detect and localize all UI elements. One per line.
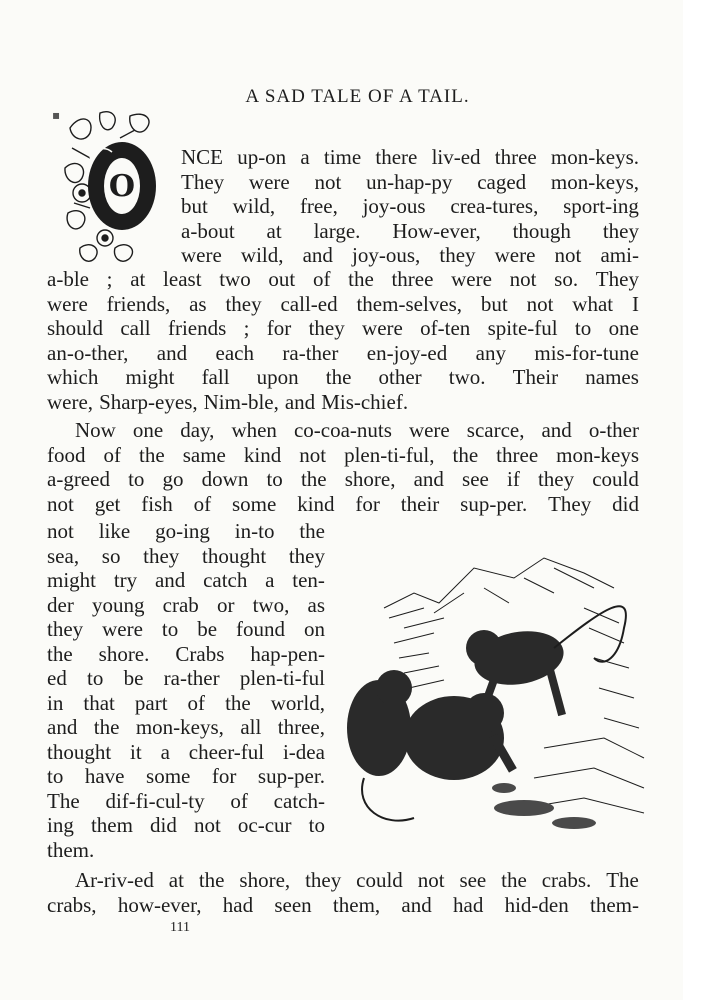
text-line: crabs, how-ever, had seen them, and had hid-den them-: [47, 892, 639, 917]
text-line: thought it a cheer-ful i-dea: [47, 739, 325, 764]
page-number: 111: [170, 920, 190, 935]
text-line: should call friends ; for they were of-ten spite-ful to one: [47, 316, 639, 340]
text-line: not get fish of some kind for their sup-per. They did: [47, 491, 639, 516]
second-paragraph-narrow: [47, 519, 325, 862]
text-line: the shore. Crabs hap-pen-: [47, 641, 325, 666]
text-line: ing them did not oc-cur to: [47, 813, 325, 837]
text-line: Ar-riv-ed at the shore, they could not see the crabs. The: [75, 868, 639, 892]
dropcap-letter: O: [108, 169, 136, 204]
text-line: they were to be found on: [47, 617, 325, 641]
text-line: but wild, free, joy-ous crea-tures, sport-ing: [181, 194, 639, 218]
monkeys-illustration: [344, 548, 654, 840]
text-line: der young crab or two, as: [47, 592, 325, 617]
chapter-title: A SAD TALE OF A TAIL.: [245, 86, 470, 107]
text-line: were, Sharp-eyes, Nim-ble, and Mis-chief.: [47, 389, 409, 414]
text-line: ed to be ra-ther plen-ti-ful: [47, 666, 325, 690]
text-line: a-bout at large. How-ever, though they: [181, 218, 639, 243]
dropcap-ornament: [60, 108, 180, 268]
margin-mark: ▪: [52, 108, 61, 122]
text-line: sea, so they thought they: [47, 543, 325, 568]
text-line: to have some for sup-per.: [47, 764, 325, 788]
first-paragraph-indented: [181, 145, 639, 268]
text-line: NCE up-on a time there liv-ed three mon-keys.: [181, 145, 639, 169]
text-line: were friends, as they call-ed them-selves, but not what I: [47, 291, 639, 316]
text-line: were wild, and joy-ous, they were not ami-: [181, 243, 639, 267]
text-line: The dif-fi-cul-ty of catch-: [47, 788, 325, 813]
text-line: an-o-ther, and each ra-ther en-joy-ed any mis-for-tune: [47, 340, 639, 365]
text-line: Now one day, when co-coa-nuts were scarce, and o-ther: [75, 418, 639, 442]
text-line: in that part of the world,: [47, 690, 325, 715]
page-edge: [683, 0, 715, 1000]
third-paragraph: [47, 868, 639, 917]
first-paragraph-full: [47, 267, 639, 414]
text-line: which might fall upon the other two. Their names: [47, 365, 639, 389]
second-paragraph: [47, 418, 639, 516]
text-line: them.: [47, 837, 95, 862]
text-line: a-greed to go down to the shore, and see if they could: [47, 467, 639, 491]
text-line: They were not un-hap-py caged mon-keys,: [181, 169, 639, 194]
text-line: not like go-ing in-to the: [47, 519, 325, 543]
text-line: might try and catch a ten-: [47, 568, 325, 592]
text-line: a-ble ; at least two out of the three were not so. They: [47, 267, 639, 291]
text-line: and the mon-keys, all three,: [47, 715, 325, 739]
text-line: food of the same kind not plen-ti-ful, the three mon-keys: [47, 442, 639, 467]
